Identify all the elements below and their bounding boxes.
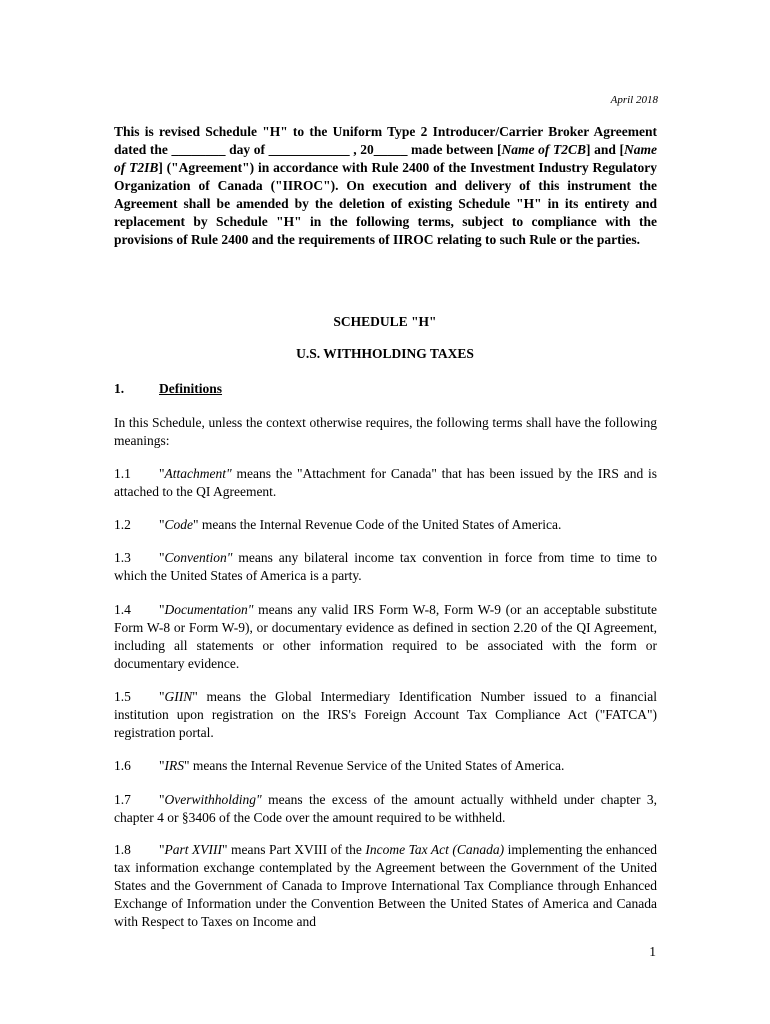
definition-text: " means the Global Intermediary Identification Number issued to a financial institution upon registration on the IRS's Foreign Account Tax Compliance Act ("FATCA") registration portal. (114, 689, 657, 740)
definition-text: means any valid IRS Form W-8, Form W-9 (or an acceptable substitute Form W-8 or Form W-9), or documentary evidence as defined in section 2.20 of the QI Agreement, including all statements or other information required to be associated with the form or documentary evidence. (114, 602, 657, 671)
section-heading (114, 381, 222, 397)
definition-quote: " (159, 689, 165, 704)
definition-item (114, 841, 657, 931)
definition-quote: " (159, 517, 165, 532)
definition-item (114, 465, 657, 501)
definition-text: " means Part XVIII of the (221, 842, 366, 857)
definition-item (114, 791, 657, 827)
definition-number: 1.8 (114, 842, 131, 857)
section-title: Definitions (159, 381, 223, 396)
definition-text: means the excess of the amount actually withheld under chapter 3, chapter 4 or §3406 of the Code over the amount required to be withheld. (114, 792, 657, 825)
definition-quote: " (159, 466, 165, 481)
intro-introducer-name-placeholder: Name of T2IB (114, 142, 658, 175)
definition-number: 1.4 (114, 602, 131, 617)
definition-quote: " (159, 758, 165, 773)
definition-number: 1.5 (114, 689, 131, 704)
definition-quote: " (159, 550, 165, 565)
definition-number: 1.1 (114, 466, 131, 481)
page-number: 1 (649, 944, 656, 959)
definition-text: " means the Internal Revenue Service of the United States of America. (184, 758, 565, 773)
schedule-title: SCHEDULE "H" (333, 314, 437, 329)
definition-term: Part XVIII (164, 842, 222, 857)
definition-item (114, 516, 657, 534)
intro-text-1: This is revised Schedule "H" to the Uniform Type 2 Introducer/Carrier Broker Agreement dated the ________ day of ____________ , 20_____ made between [ (114, 124, 657, 157)
definition-item (114, 601, 657, 673)
section-intro: In this Schedule, unless the context otherwise requires, the following terms shall have the following meanings: (114, 415, 657, 448)
definition-number: 1.3 (114, 550, 131, 565)
definition-number: 1.7 (114, 792, 131, 807)
definition-item (114, 688, 657, 742)
definition-number: 1.2 (114, 517, 131, 532)
definition-item (114, 757, 657, 775)
definition-term: Overwithholding" (164, 792, 262, 807)
intro-text-3: ] ("Agreement") in accordance with Rule 2400 of the Investment Industry Regulatory Organization of Canada ("IIROC"). On execution and delivery of this instrument the Agreement shall be amended by the deletion of existing Schedule "H" in its entirety and replacement by Schedule "H" in the following terms, subject to compliance with the provisions of Rule 2400 and the requirements of IIROC relating to such Rule or the parties. (114, 160, 657, 247)
definition-quote: " (159, 842, 165, 857)
definition-number: 1.6 (114, 758, 131, 773)
definition-term: IRS (164, 758, 185, 773)
definition-term: Attachment" (164, 466, 232, 481)
definition-quote: " (159, 602, 165, 617)
definition-term: Convention" (164, 550, 233, 565)
definition-term: Code (164, 517, 194, 532)
intro-paragraph (114, 123, 657, 249)
definition-text: means the "Attachment for Canada" that has been issued by the IRS and is attached to the QI Agreement. (114, 466, 657, 499)
definition-text-continued: implementing the enhanced tax information exchange contemplated by the Agreement between the Government of the United States and the Government of Canada to Improve International Tax Compliance through Enhanced Exchange of Information under the Convention Between the United States of America and Canada with Respect to Taxes on Income and (114, 842, 657, 929)
document-date: April 2018 (610, 94, 658, 106)
definition-quote: " (159, 792, 165, 807)
definition-text: means any bilateral income tax convention in force from time to time to which the United States of America is a party. (114, 550, 657, 583)
schedule-subtitle: U.S. WITHHOLDING TAXES (296, 346, 474, 361)
intro-text-2: ] and [ (586, 142, 625, 157)
definition-act-name: Income Tax Act (Canada) (365, 842, 505, 857)
definition-term: Documentation" (164, 602, 254, 617)
section-number: 1. (114, 381, 125, 396)
intro-carrier-name-placeholder: Name of T2CB (501, 142, 587, 157)
definition-text: " means the Internal Revenue Code of the United States of America. (193, 517, 562, 532)
definition-item (114, 549, 657, 585)
definition-term: GIIN (164, 689, 193, 704)
